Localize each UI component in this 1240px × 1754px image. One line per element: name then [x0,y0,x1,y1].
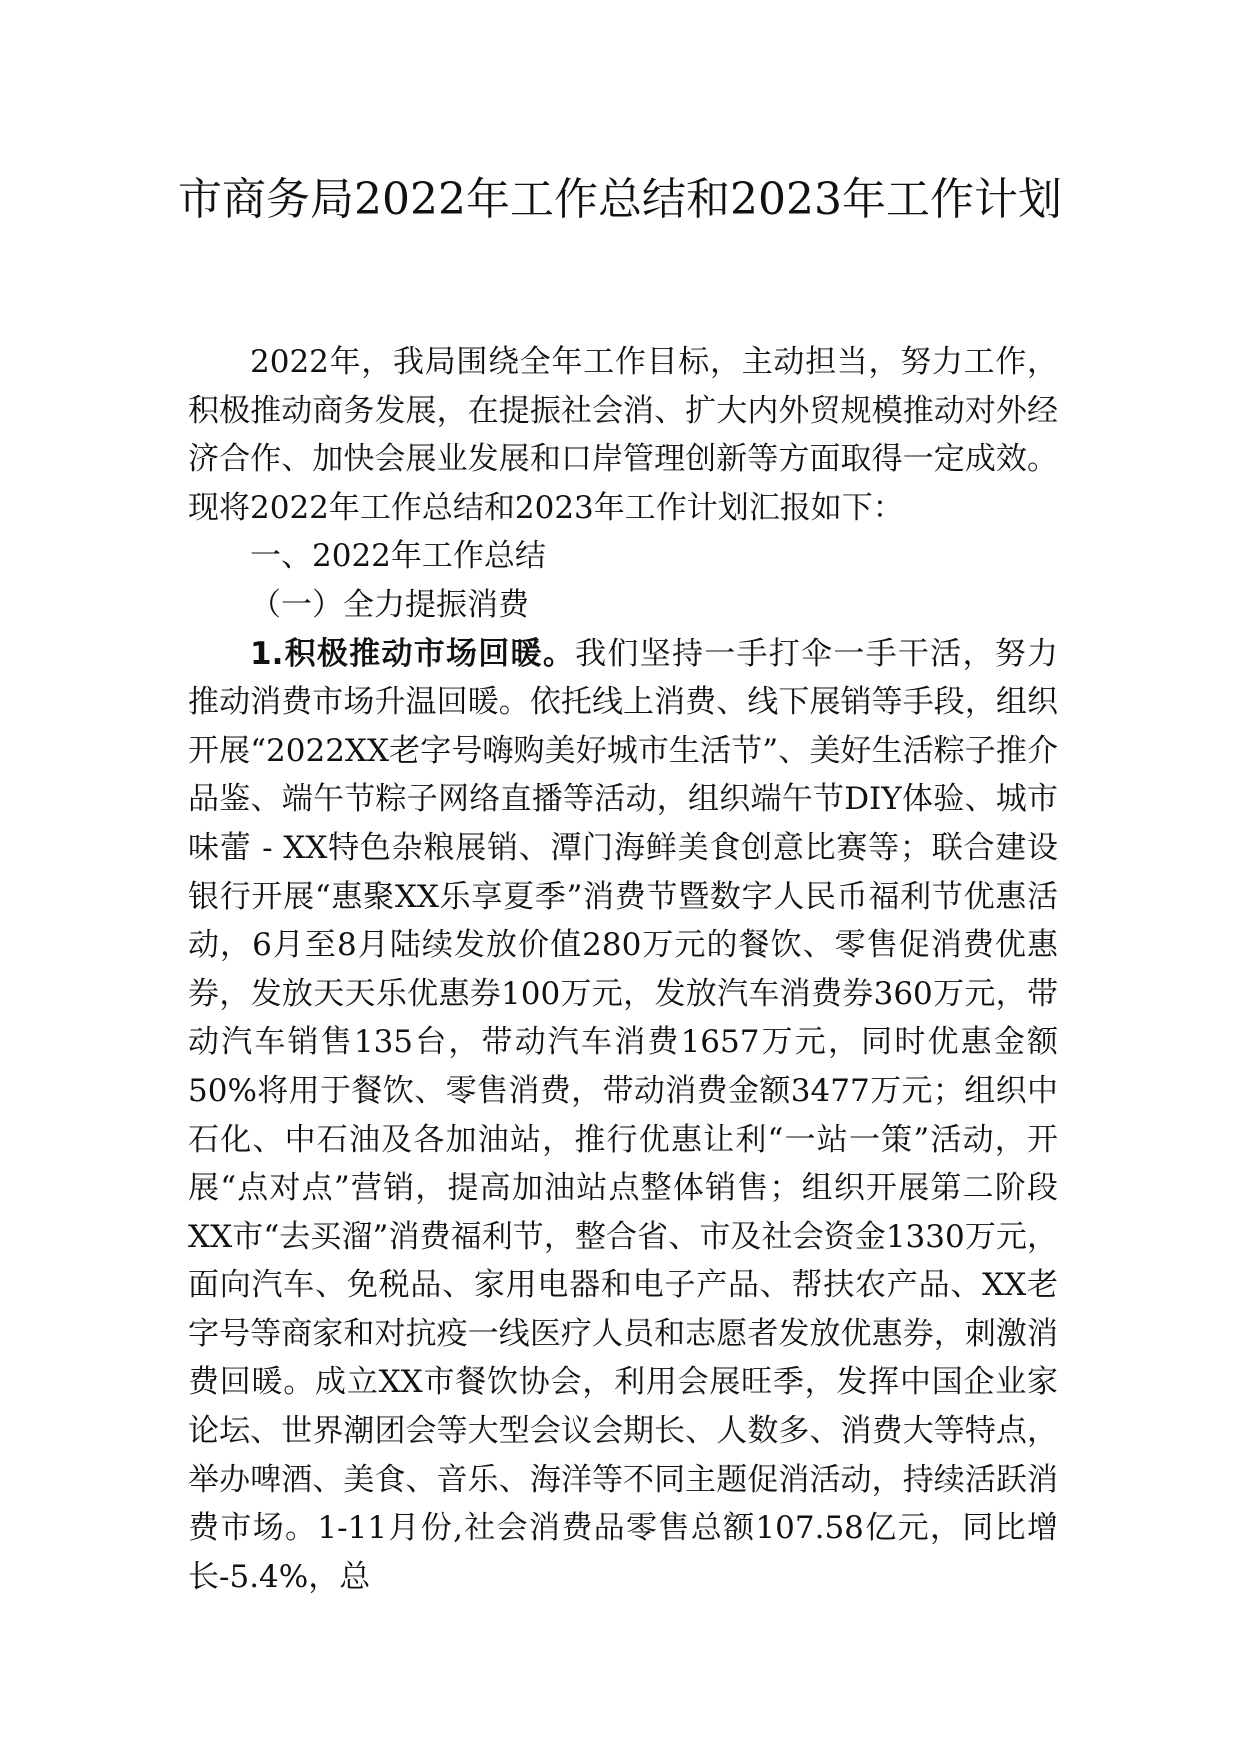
subsection-heading: （一）全力提振消费 [250,586,529,623]
document-title: 市商务局2022年工作总结和2023年工作计划 [178,174,1062,225]
item-body: 我们坚持一手打伞一手干活，努力推动消费市场升温回暖。依托线上消费、线下展销等手段，组织开展“2022XX老字号嗨购美好城市生活节”、美好生活粽子推介品鉴、端午节粽子网络直播等活动，组织端午节DIY体验、城市味蕾 - XX特色杂粮展销、潭门海鲜美食创意比赛等；联合建设银行开展“惠聚XX乐享夏季”消费节暨数字人民币福利节优惠活动，6月至8月陆续发放价值280万元的餐饮、零售促消费优惠券，发放天天乐优惠券100万元，发放汽车消费券360万元，带动汽车销售135台，带动汽车消费1657万元，同时优惠金额50%将用于餐饮、零售消费，带动消费金额3477万元；组织中石化、中石油及各加油站，推行优惠让利“一站一策”活动，开展“点对点”营销，提高加油站点整体销售；组织开展第二阶段XX市“去买溜”消费福利节，整合省、市及社会资金1330万元，面向汽车、免税品、家用电器和电子产品、帮扶农产品、XX老字号等商家和对抗疫一线医疗人员和志愿者发放优惠券，刺激消费回暖。成立XX市餐饮协会，利用会展旺季，发挥中国企业家论坛、世界潮团会等大型会议会期长、人数多、消费大等特点，举办啤酒、美食、音乐、海洋等不同主题促消活动，持续活跃消费市场。1-11月份,社会消费品零售总额107.58亿元，同比增长-5.4%，总 [188,635,1058,1595]
document-body [188,338,1058,1601]
item-paragraph [188,630,1058,1602]
item-heading: 1.积极推动市场回暖。 [250,635,576,672]
intro-paragraph: 2022年，我局围绕全年工作目标，主动担当，努力工作，积极推动商务发展，在提振社会消、扩大内外贸规模推动对外经济合作、加快会展业发展和口岸管理创新等方面取得一定成效。现将2022年工作总结和2023年工作计划汇报如下： [188,344,1058,526]
section-heading: 一、2022年工作总结 [250,538,546,575]
